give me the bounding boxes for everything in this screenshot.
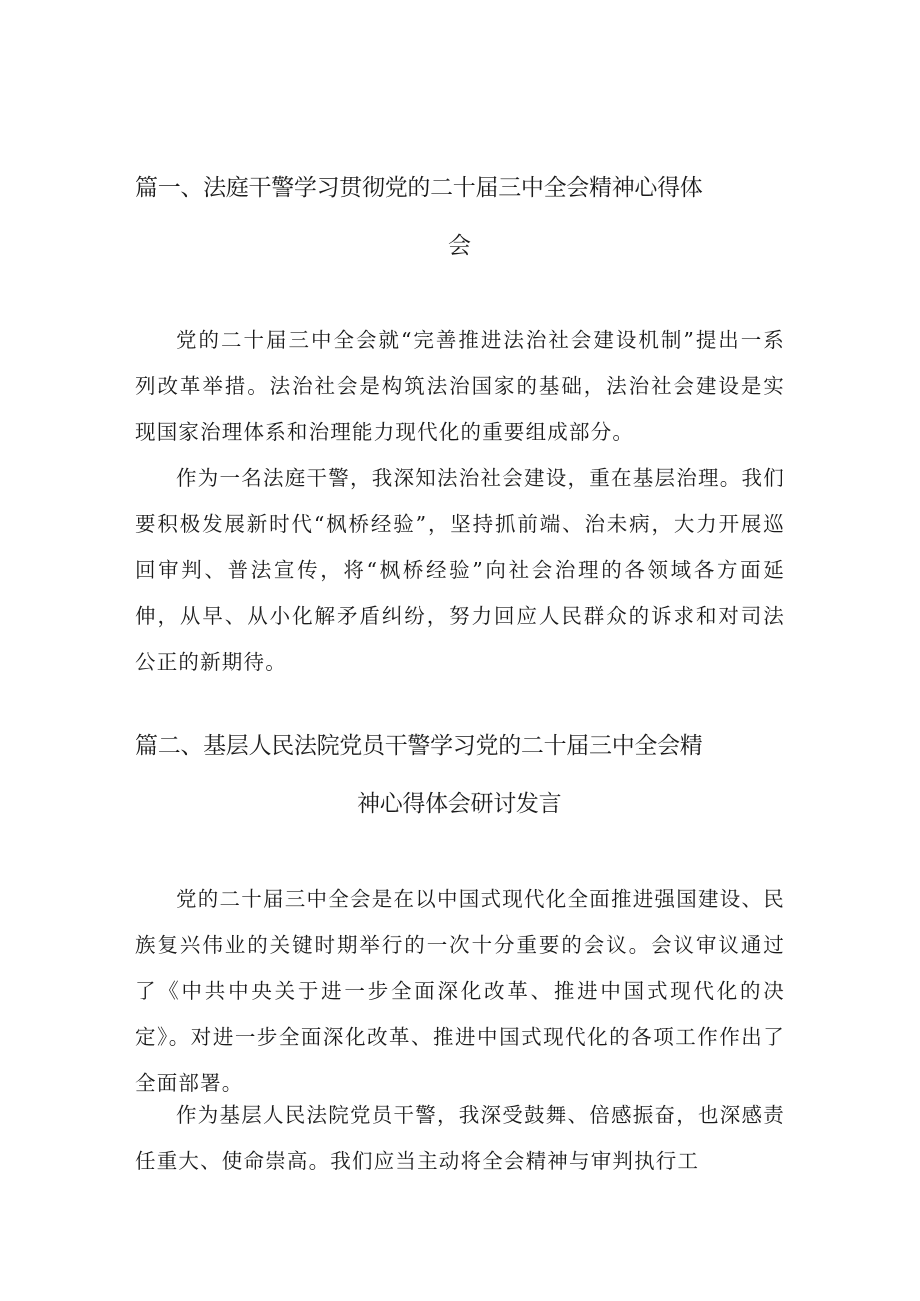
section2-paragraph-1: 党的二十届三中全会是在以中国式现代化全面推进强国建设、民族复兴伟业的关键时期举行的一次十分重要的会议。会议审议通过了《中共中央关于进一步全面深化改革、推进中国式现代化的决定》。对进一步全面深化改革、推进中国式现代化的各项工作作出了全面部署。 (135, 887, 785, 1095)
section1-paragraph-1: 党的二十届三中全会就“完善推进法治社会建设机制”提出一系列改革举措。法治社会是构筑法治国家的基础，法治社会建设是实现国家治理体系和治理能力现代化的重要组成部分。 (135, 328, 785, 444)
section1-title-line1: 篇一、法庭干警学习贯彻党的二十届三中全会精神心得体 (135, 175, 703, 201)
section1-title-line2: 会 (448, 233, 471, 259)
section1-paragraph-2: 作为一名法庭干警，我深知法治社会建设，重在基层治理。我们要积极发展新时代“枫桥经验”，坚持抓前端、治未病，大力开展巡回审判、普法宣传，将“枫桥经验”向社会治理的各领域各方面延伸，从早、从小化解矛盾纠纷，努力回应人民群众的诉求和对司法公正的新期待。 (135, 466, 785, 674)
section2-title-line2: 神心得体会研讨发言 (357, 791, 562, 817)
section2-title-line1: 篇二、基层人民法院党员干警学习党的二十届三中全会精 (135, 733, 703, 759)
section2-paragraph-2: 作为基层人民法院党员干警，我深受鼓舞、倍感振奋，也深感责任重大、使命崇高。我们应当主动将全会精神与审判执行工 (135, 1103, 785, 1173)
